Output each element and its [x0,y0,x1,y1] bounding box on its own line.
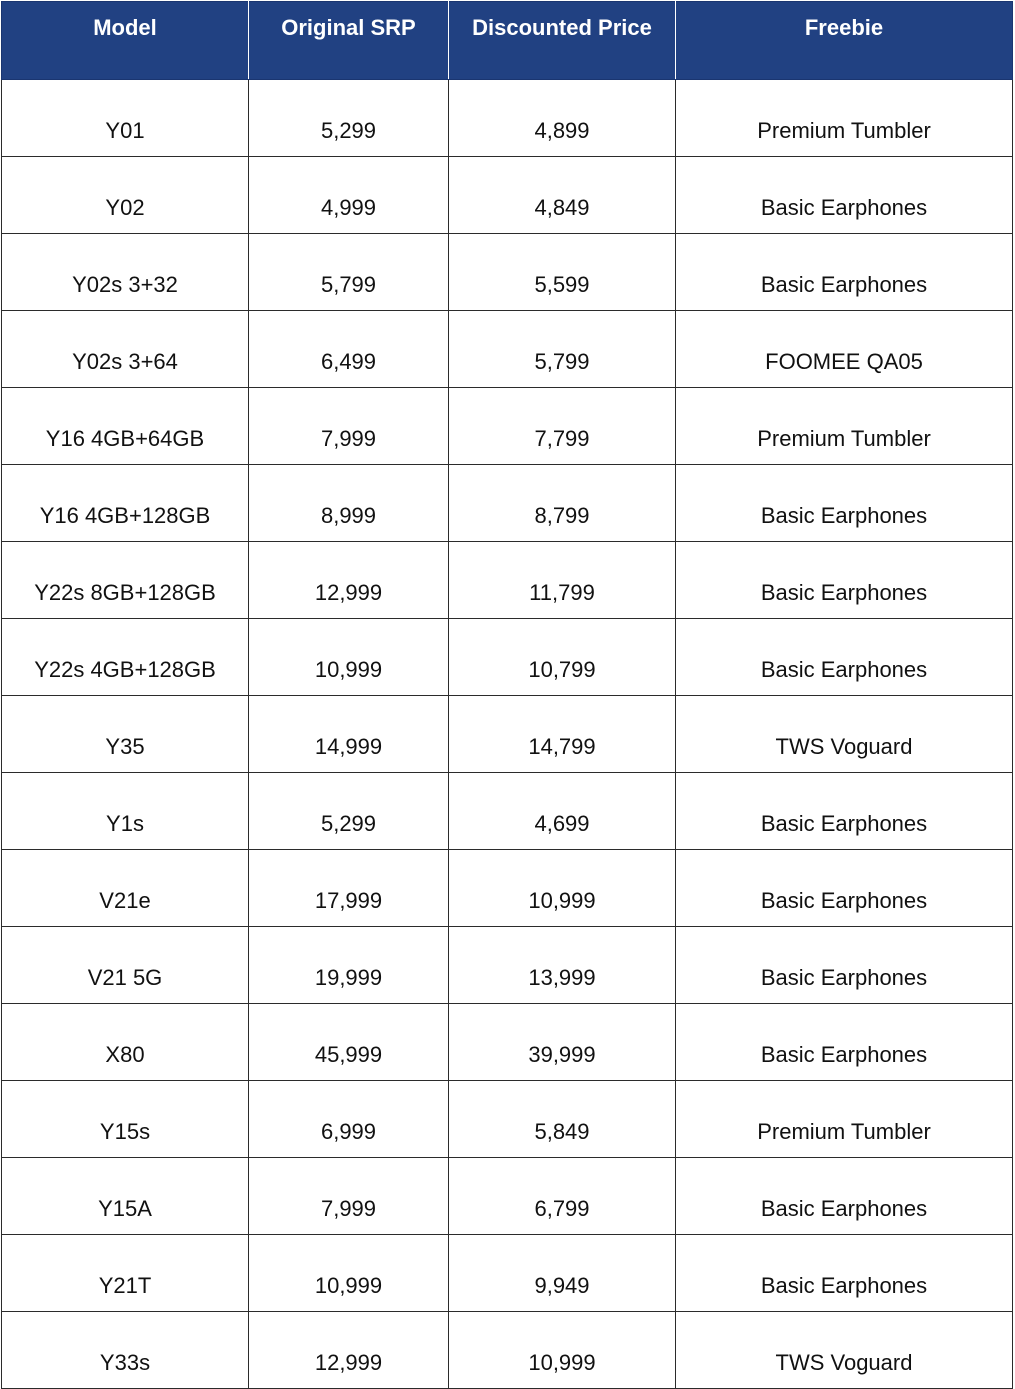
table-row [2,1081,1013,1158]
model-cell: Y15A [2,1158,249,1235]
table-header [2,2,1013,80]
discounted-price-cell: 4,699 [449,773,676,850]
original-srp-cell: 45,999 [249,1004,449,1081]
original-srp-cell: 10,999 [249,619,449,696]
original-srp-cell: 6,999 [249,1081,449,1158]
model-cell: Y1s [2,773,249,850]
column-header-freebie: Freebie [676,2,1013,80]
freebie-cell: Premium Tumbler [676,80,1013,157]
table-row [2,542,1013,619]
original-srp-cell: 4,999 [249,157,449,234]
discounted-price-cell: 5,599 [449,234,676,311]
model-cell: Y35 [2,696,249,773]
freebie-cell: FOOMEE QA05 [676,311,1013,388]
discounted-price-cell: 10,999 [449,1312,676,1389]
discounted-price-cell: 10,999 [449,850,676,927]
original-srp-cell: 7,999 [249,1158,449,1235]
column-header-model: Model [2,2,249,80]
discounted-price-cell: 14,799 [449,696,676,773]
model-cell: Y33s [2,1312,249,1389]
discounted-price-cell: 39,999 [449,1004,676,1081]
original-srp-cell: 10,999 [249,1235,449,1312]
original-srp-cell: 7,999 [249,388,449,465]
original-srp-cell: 5,799 [249,234,449,311]
discounted-price-cell: 10,799 [449,619,676,696]
freebie-cell: Basic Earphones [676,234,1013,311]
model-cell: Y01 [2,80,249,157]
original-srp-cell: 17,999 [249,850,449,927]
model-cell: Y02s 3+64 [2,311,249,388]
discounted-price-cell: 5,799 [449,311,676,388]
discounted-price-cell: 4,849 [449,157,676,234]
original-srp-cell: 14,999 [249,696,449,773]
freebie-cell: Basic Earphones [676,157,1013,234]
freebie-cell: Basic Earphones [676,1004,1013,1081]
freebie-cell: TWS Voguard [676,696,1013,773]
freebie-cell: Basic Earphones [676,927,1013,1004]
table-row [2,1004,1013,1081]
table-row [2,619,1013,696]
freebie-cell: Premium Tumbler [676,1081,1013,1158]
discounted-price-cell: 7,799 [449,388,676,465]
model-cell: Y02s 3+32 [2,234,249,311]
freebie-cell: Basic Earphones [676,619,1013,696]
table-row [2,696,1013,773]
original-srp-cell: 12,999 [249,542,449,619]
model-cell: Y15s [2,1081,249,1158]
freebie-cell: Basic Earphones [676,465,1013,542]
freebie-cell: TWS Voguard [676,1312,1013,1389]
discounted-price-cell: 13,999 [449,927,676,1004]
table-row [2,1312,1013,1389]
header-row [2,2,1013,80]
model-cell: X80 [2,1004,249,1081]
freebie-cell: Basic Earphones [676,542,1013,619]
discounted-price-cell: 11,799 [449,542,676,619]
table-row [2,850,1013,927]
model-cell: Y16 4GB+128GB [2,465,249,542]
freebie-cell: Basic Earphones [676,1158,1013,1235]
table-row [2,234,1013,311]
table-row [2,1158,1013,1235]
table-row [2,311,1013,388]
discounted-price-cell: 6,799 [449,1158,676,1235]
freebie-cell: Premium Tumbler [676,388,1013,465]
column-header-discounted-price: Discounted Price [449,2,676,80]
original-srp-cell: 19,999 [249,927,449,1004]
freebie-cell: Basic Earphones [676,1235,1013,1312]
table-row [2,80,1013,157]
original-srp-cell: 5,299 [249,773,449,850]
model-cell: Y16 4GB+64GB [2,388,249,465]
original-srp-cell: 5,299 [249,80,449,157]
table-row [2,465,1013,542]
original-srp-cell: 6,499 [249,311,449,388]
model-cell: V21 5G [2,927,249,1004]
model-cell: Y02 [2,157,249,234]
discounted-price-cell: 8,799 [449,465,676,542]
discounted-price-cell: 4,899 [449,80,676,157]
model-cell: Y22s 4GB+128GB [2,619,249,696]
table-row [2,388,1013,465]
table-row [2,773,1013,850]
table-body [2,80,1013,1389]
table-row [2,157,1013,234]
model-cell: Y22s 8GB+128GB [2,542,249,619]
model-cell: V21e [2,850,249,927]
price-table [1,1,1013,1389]
model-cell: Y21T [2,1235,249,1312]
original-srp-cell: 12,999 [249,1312,449,1389]
table-row [2,927,1013,1004]
original-srp-cell: 8,999 [249,465,449,542]
freebie-cell: Basic Earphones [676,850,1013,927]
discounted-price-cell: 5,849 [449,1081,676,1158]
column-header-original-srp: Original SRP [249,2,449,80]
discounted-price-cell: 9,949 [449,1235,676,1312]
table-row [2,1235,1013,1312]
freebie-cell: Basic Earphones [676,773,1013,850]
